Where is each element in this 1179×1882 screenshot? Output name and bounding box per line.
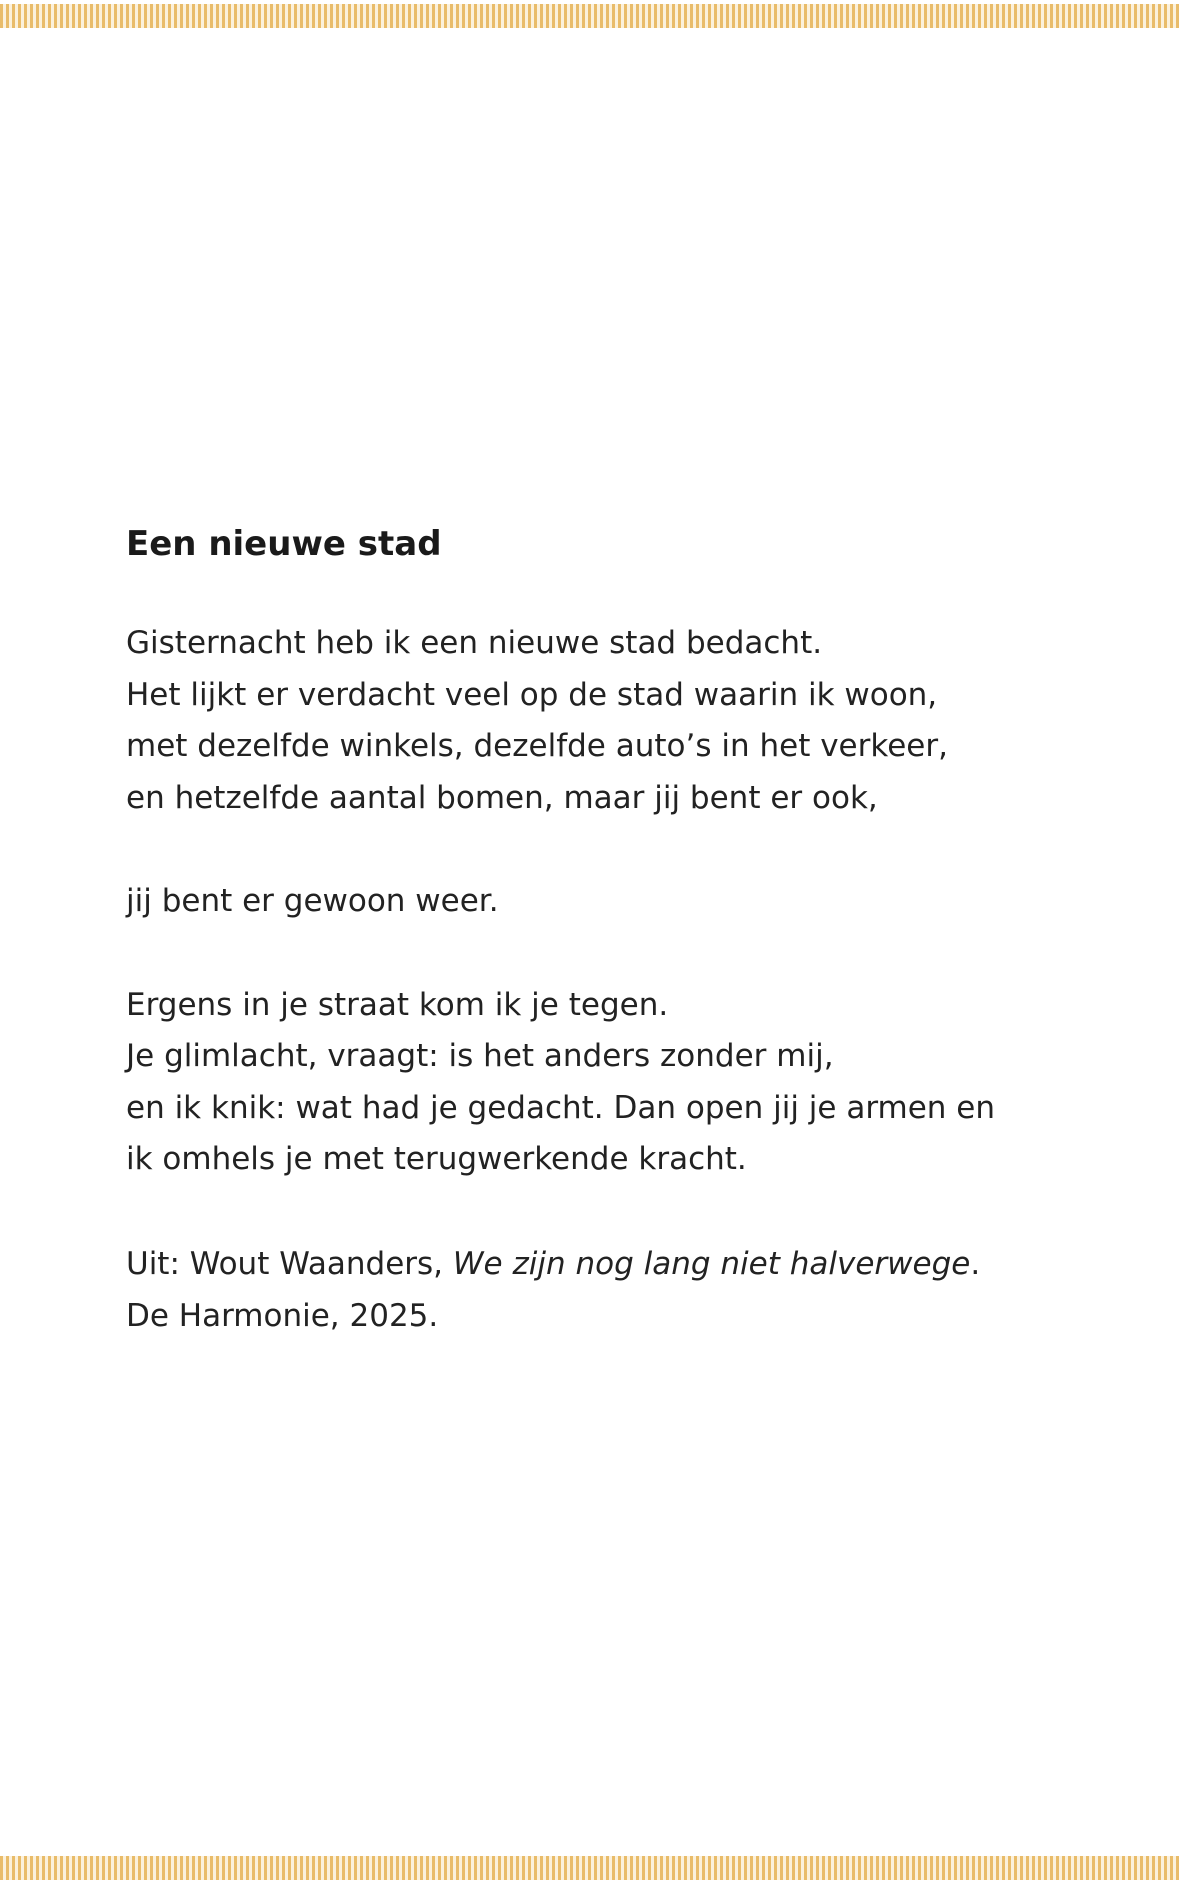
book-title: We zijn nog lang niet halverwege	[452, 1245, 971, 1282]
poem-title: Een nieuwe stad	[126, 524, 442, 564]
top-decorative-stripe	[0, 4, 1179, 28]
bottom-decorative-stripe	[0, 1856, 1179, 1880]
poem-line: Gisternacht heb ik een nieuwe stad bedacht.	[126, 625, 823, 661]
source-credit	[126, 1238, 1076, 1342]
poem-line: Je glimlacht, vraagt: is het anders zonder mij,	[126, 1038, 834, 1074]
poem-line: en ik knik: wat had je gedacht. Dan open jij je armen en	[126, 1089, 996, 1126]
publisher-line: De Harmonie, 2025.	[126, 1297, 439, 1334]
poem-line: met dezelfde winkels, dezelfde auto’s in het verkeer,	[126, 728, 948, 764]
credit-suffix: .	[970, 1245, 981, 1282]
poem-line: en hetzelfde aantal bomen, maar jij bent er ook,	[126, 779, 878, 816]
poem-stanza-3	[126, 980, 1076, 1186]
poem-line: ik omhels je met terugwerkende kracht.	[126, 1141, 747, 1177]
poem-page	[126, 516, 1076, 1342]
credit-line	[126, 1238, 1076, 1290]
poem-stanza-2	[126, 876, 1076, 928]
credit-prefix: Uit: Wout Waanders,	[126, 1245, 453, 1282]
poem-line: jij bent er gewoon weer.	[126, 883, 499, 919]
poem-line: Ergens in je straat kom ik je tegen.	[126, 986, 669, 1023]
poem-stanza-1	[126, 618, 1076, 824]
poem-line: Het lijkt er verdacht veel op de stad waarin ik woon,	[126, 676, 938, 713]
